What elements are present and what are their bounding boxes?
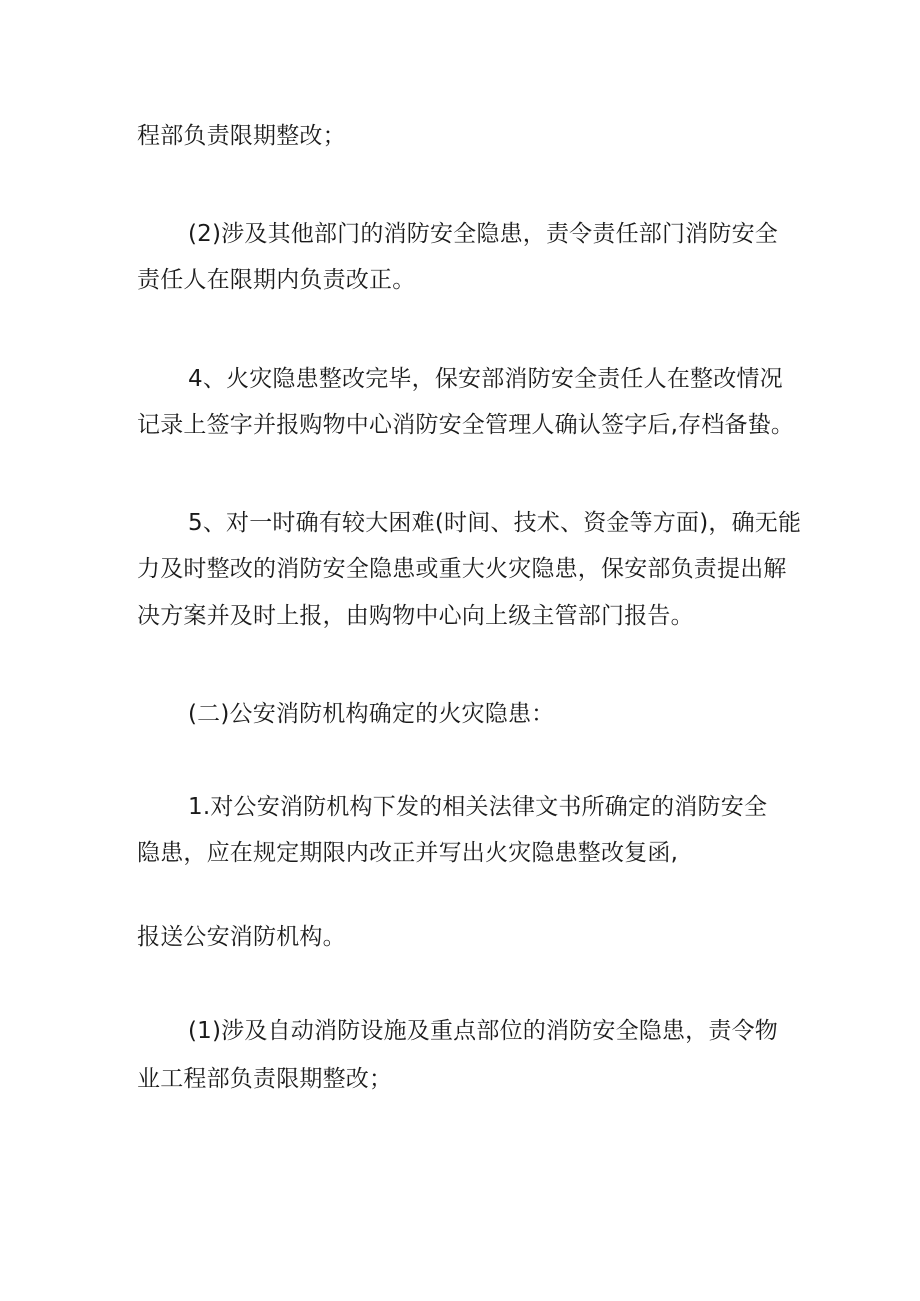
text-line: 记录上签字并报购物中心消防安全管理人确认签字后,存档备蛰。	[137, 412, 795, 438]
text-line: (2)涉及其他部门的消防安全隐患，责令责任部门消防安全	[188, 221, 778, 247]
text-line: 决方案并及时上报，由购物中心向上级主管部门报告。	[137, 603, 694, 629]
text-line: (二)公安消防机构确定的火灾隐患：	[188, 701, 555, 727]
text-line: 力及时整改的消防安全隐患或重大火灾隐患，保安部负责提出解	[137, 556, 787, 582]
text-line: 责任人在限期内负责改正。	[137, 267, 416, 293]
text-line: 程部负责限期整改；	[137, 123, 346, 149]
text-line: (1)涉及自动消防设施及重点部位的消防安全隐患，责令物	[188, 1018, 778, 1044]
text-line: 5、对一时确有较大困难(时间、技术、资金等方面)，确无能	[188, 510, 802, 536]
text-line: 业工程部负责限期整改；	[137, 1066, 393, 1092]
text-line: 隐患，应在规定期限内改正并写出火灾隐患整改复函,	[137, 840, 679, 866]
text-line: 1.对公安消防机构下发的相关法律文书所确定的消防安全	[188, 794, 768, 820]
text-line: 4、火灾隐患整改完毕，保安部消防安全责任人在整改情况	[188, 366, 783, 392]
text-line: 报送公安消防机构。	[137, 924, 346, 950]
